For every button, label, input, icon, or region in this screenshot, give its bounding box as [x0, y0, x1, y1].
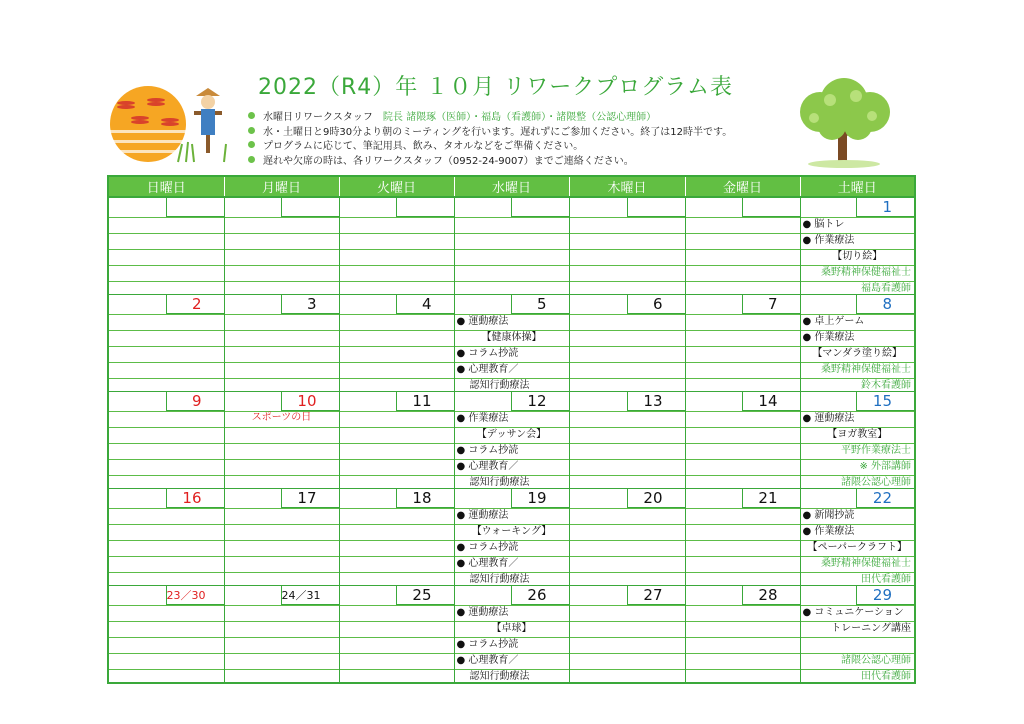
day-cell: [569, 295, 685, 392]
day-number: 21: [742, 489, 800, 508]
weekday-header: 水曜日: [454, 176, 569, 197]
program-item: 諸隈公認心理師: [841, 655, 911, 666]
program-item: ● 運動療法: [802, 413, 855, 424]
day-number: 20: [627, 489, 685, 508]
day-number: 28: [742, 586, 800, 605]
program-item: ● 心理教育／: [456, 558, 519, 569]
day-number: 1: [856, 198, 914, 217]
program-item: ● コミュニケーション: [802, 607, 904, 618]
bullet-icon: [248, 141, 255, 148]
bullet-icon: [248, 156, 255, 163]
program-item: 桑野精神保健福祉士: [821, 267, 911, 278]
day-number: 17: [281, 489, 339, 508]
day-number: 22: [856, 489, 914, 508]
day-cell: [569, 586, 685, 684]
day-number: 18: [396, 489, 454, 508]
day-number: [396, 198, 454, 217]
holiday-label: スポーツの日: [251, 412, 312, 423]
day-number: 8: [856, 295, 914, 314]
day-cell: [685, 586, 800, 684]
day-cell: [685, 489, 800, 586]
program-item: ● 運動療法: [456, 510, 509, 521]
program-item: 【ペーパークラフト】: [807, 542, 907, 553]
program-item: 【切り絵】: [832, 251, 883, 262]
day-number: 19: [511, 489, 569, 508]
week-row: [108, 392, 915, 489]
week-row: [108, 295, 915, 392]
day-number: 9: [166, 392, 224, 411]
program-item: ● コラム抄読: [456, 639, 519, 650]
program-item: 認知行動療法: [469, 671, 530, 682]
program-item: 桑野精神保健福祉士: [821, 558, 911, 569]
weekday-header: 日曜日: [108, 176, 224, 197]
day-cell: [685, 392, 800, 489]
day-cell: [339, 586, 454, 684]
program-item: ● 運動療法: [456, 316, 509, 327]
program-item: ● 心理教育／: [456, 364, 519, 375]
program-item: 田代看護師: [861, 671, 911, 682]
notes-list: [248, 111, 732, 169]
day-cell: [800, 489, 915, 586]
day-cell: [224, 586, 339, 684]
day-cell: [454, 489, 569, 586]
weekday-header: 木曜日: [569, 176, 685, 197]
day-number: 23／30: [166, 586, 224, 605]
program-item: ● 脳トレ: [802, 219, 845, 230]
note-item: 遅れや欠席の時は、各リワークスタッフ（0952-24-9007）までご連絡ください。: [248, 155, 732, 170]
sunset-scarecrow-illustration: [108, 78, 233, 163]
day-number: [627, 198, 685, 217]
program-item: 認知行動療法: [469, 574, 530, 585]
weekday-header-row: [108, 176, 915, 197]
day-cell: [339, 197, 454, 295]
program-item: 平野作業療法士: [841, 445, 911, 456]
program-item: 福島看護師: [861, 283, 911, 294]
day-cell: [454, 392, 569, 489]
week-row: [108, 489, 915, 586]
day-cell: [108, 489, 224, 586]
day-number: 24／31: [281, 586, 339, 605]
day-cell: [454, 586, 569, 684]
note-item: 水・土曜日と9時30分より朝のミーティングを行います。遅れずにご参加ください。終了は12時半です。: [248, 126, 732, 141]
day-cell: [800, 295, 915, 392]
program-item: ● 卓上ゲーム: [802, 316, 865, 327]
day-cell: [339, 392, 454, 489]
program-item: 鈴木看護師: [861, 380, 911, 391]
day-number: 5: [511, 295, 569, 314]
note-item: 水曜日リワークスタッフ 院長 諸隈琢（医師）・福島（看護師）・諸隈整（公認心理師）: [248, 111, 732, 126]
program-item: 【デッサン会】: [476, 429, 547, 440]
day-cell: [224, 489, 339, 586]
day-number: 29: [856, 586, 914, 605]
day-number: 14: [742, 392, 800, 411]
day-number: 3: [281, 295, 339, 314]
day-cell: [800, 586, 915, 684]
program-item: ※ 外部講師: [859, 461, 911, 472]
day-number: 12: [511, 392, 569, 411]
day-number: 26: [511, 586, 569, 605]
program-item: 【卓球】: [491, 623, 532, 634]
day-number: [742, 198, 800, 217]
day-cell: [569, 392, 685, 489]
day-number: 15: [856, 392, 914, 411]
day-number: 7: [742, 295, 800, 314]
day-number: 2: [166, 295, 224, 314]
day-number: 10: [281, 392, 339, 411]
day-number: [281, 198, 339, 217]
program-item: ● 心理教育／: [456, 655, 519, 666]
program-item: ● 作業療法: [802, 332, 855, 343]
day-cell: [108, 197, 224, 295]
day-cell: [685, 197, 800, 295]
program-item: ● 作業療法: [802, 526, 855, 537]
day-cell: [339, 489, 454, 586]
program-item: 【ウォーキング】: [471, 526, 552, 537]
program-item: 田代看護師: [861, 574, 911, 585]
day-number: 27: [627, 586, 685, 605]
program-item: 【健康体操】: [481, 332, 542, 343]
day-cell: [454, 197, 569, 295]
day-cell: [108, 586, 224, 684]
program-item: 諸隈公認心理師: [841, 477, 911, 488]
day-cell: [108, 392, 224, 489]
program-item: ● コラム抄読: [456, 445, 519, 456]
program-item: トレーニング講座: [831, 623, 911, 634]
day-cell: [224, 295, 339, 392]
day-cell: [108, 295, 224, 392]
weekday-header: 火曜日: [339, 176, 454, 197]
bullet-icon: [248, 112, 255, 119]
program-item: 認知行動療法: [469, 477, 530, 488]
day-number: 16: [166, 489, 224, 508]
day-number: [166, 198, 224, 217]
note-item: プログラムに応じて、筆記用具、飲み、タオルなどをご準備ください。: [248, 140, 732, 155]
program-item: 【ヨガ教室】: [827, 429, 888, 440]
day-cell: [454, 295, 569, 392]
day-number: [511, 198, 569, 217]
day-cell: [224, 392, 339, 489]
week-row: [108, 586, 915, 684]
program-item: ● コラム抄読: [456, 542, 519, 553]
program-item: 認知行動療法: [469, 380, 530, 391]
program-item: ● 運動療法: [456, 607, 509, 618]
day-cell: [339, 295, 454, 392]
weekday-header: 土曜日: [800, 176, 915, 197]
program-item: ● 心理教育／: [456, 461, 519, 472]
week-row: [108, 197, 915, 295]
page-title: 2022（R4）年 １０月 リワークプログラム表: [258, 75, 734, 100]
day-number: 4: [396, 295, 454, 314]
day-number: 11: [396, 392, 454, 411]
day-number: 25: [396, 586, 454, 605]
program-item: ● 新聞抄読: [802, 510, 855, 521]
day-cell: [800, 197, 915, 295]
calendar-table: [107, 175, 916, 684]
tree-illustration: [790, 76, 898, 168]
weekday-header: 金曜日: [685, 176, 800, 197]
day-cell: [685, 295, 800, 392]
program-item: 桑野精神保健福祉士: [821, 364, 911, 375]
weekday-header: 月曜日: [224, 176, 339, 197]
day-number: 13: [627, 392, 685, 411]
program-item: 【マンダラ塗り絵】: [812, 348, 903, 359]
day-cell: [800, 392, 915, 489]
day-number: 6: [627, 295, 685, 314]
program-item: ● コラム抄読: [456, 348, 519, 359]
day-cell: [569, 197, 685, 295]
program-item: ● 作業療法: [456, 413, 509, 424]
bullet-icon: [248, 127, 255, 134]
day-cell: [224, 197, 339, 295]
day-cell: [569, 489, 685, 586]
program-item: ● 作業療法: [802, 235, 855, 246]
program-item: [801, 637, 915, 653]
